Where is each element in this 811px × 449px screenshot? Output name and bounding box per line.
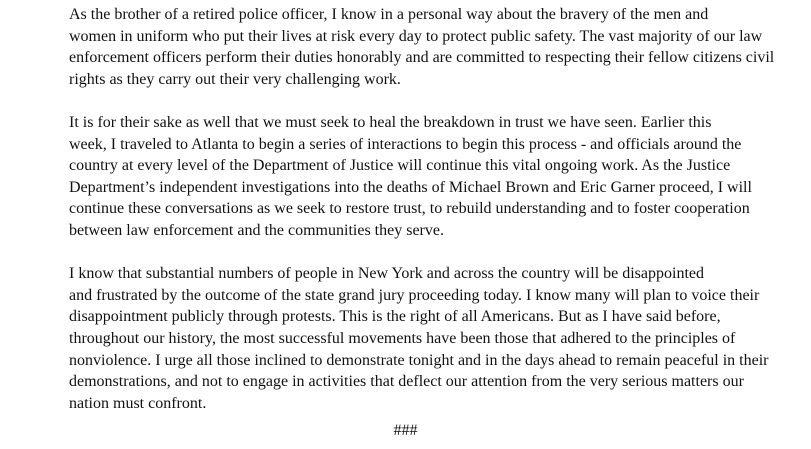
paragraph-line: Department’s independent investigations into the deaths of Michael Brown and Eric Garner proceed, I will bbox=[69, 178, 752, 196]
paragraph-line: nonviolence. I urge all those inclined to demonstrate tonight and in the days ahead to remain peaceful in their bbox=[69, 351, 769, 369]
paragraph-line: It is for their sake as well that we must seek to heal the breakdown in trust we have seen. Earlier this bbox=[69, 113, 712, 131]
paragraph-line: between law enforcement and the communities they serve. bbox=[69, 221, 444, 239]
paragraph-line: enforcement officers perform their duties honorably and are committed to respecting their fellow citizens civil bbox=[69, 49, 775, 67]
paragraph-line: country at every level of the Department of Justice will continue this vital ongoing work. As the Justice bbox=[69, 157, 731, 175]
paragraph-1 bbox=[7, 4, 797, 90]
paragraph-line: throughout our history, the most successful movements have been those that adhered to the principles of bbox=[69, 329, 736, 347]
document-body bbox=[7, 4, 797, 436]
paragraph-3 bbox=[7, 263, 797, 414]
paragraph-line: disappointment publicly through protests. This is the right of all Americans. But as I have said before, bbox=[69, 308, 721, 326]
paragraph-line: demonstrations, and not to engage in activities that deflect our attention from the very serious matters our bbox=[69, 373, 744, 391]
paragraph-line: As the brother of a retired police officer, I know in a personal way about the bravery of the men and bbox=[69, 6, 709, 23]
paragraph-line: and frustrated by the outcome of the state grand jury proceeding today. I know many will plan to voice their bbox=[69, 286, 760, 304]
paragraph-line: I know that substantial numbers of people in New York and across the country will be disappointed bbox=[69, 265, 704, 283]
paragraph-line: rights as they carry out their very challenging work. bbox=[69, 70, 401, 88]
end-mark: ### bbox=[393, 422, 418, 439]
paragraph-line: nation must confront. bbox=[69, 394, 207, 412]
paragraph-line: week, I traveled to Atlanta to begin a series of interactions to begin this process - and officials around the bbox=[69, 135, 742, 153]
paragraph-line: continue these conversations as we seek to restore trust, to rebuild understanding and to foster cooperation bbox=[69, 200, 750, 218]
paragraph-2 bbox=[7, 112, 797, 242]
paragraph-line: women in uniform who put their lives at risk every day to protect public safety. The vast majority of our law bbox=[69, 27, 763, 45]
